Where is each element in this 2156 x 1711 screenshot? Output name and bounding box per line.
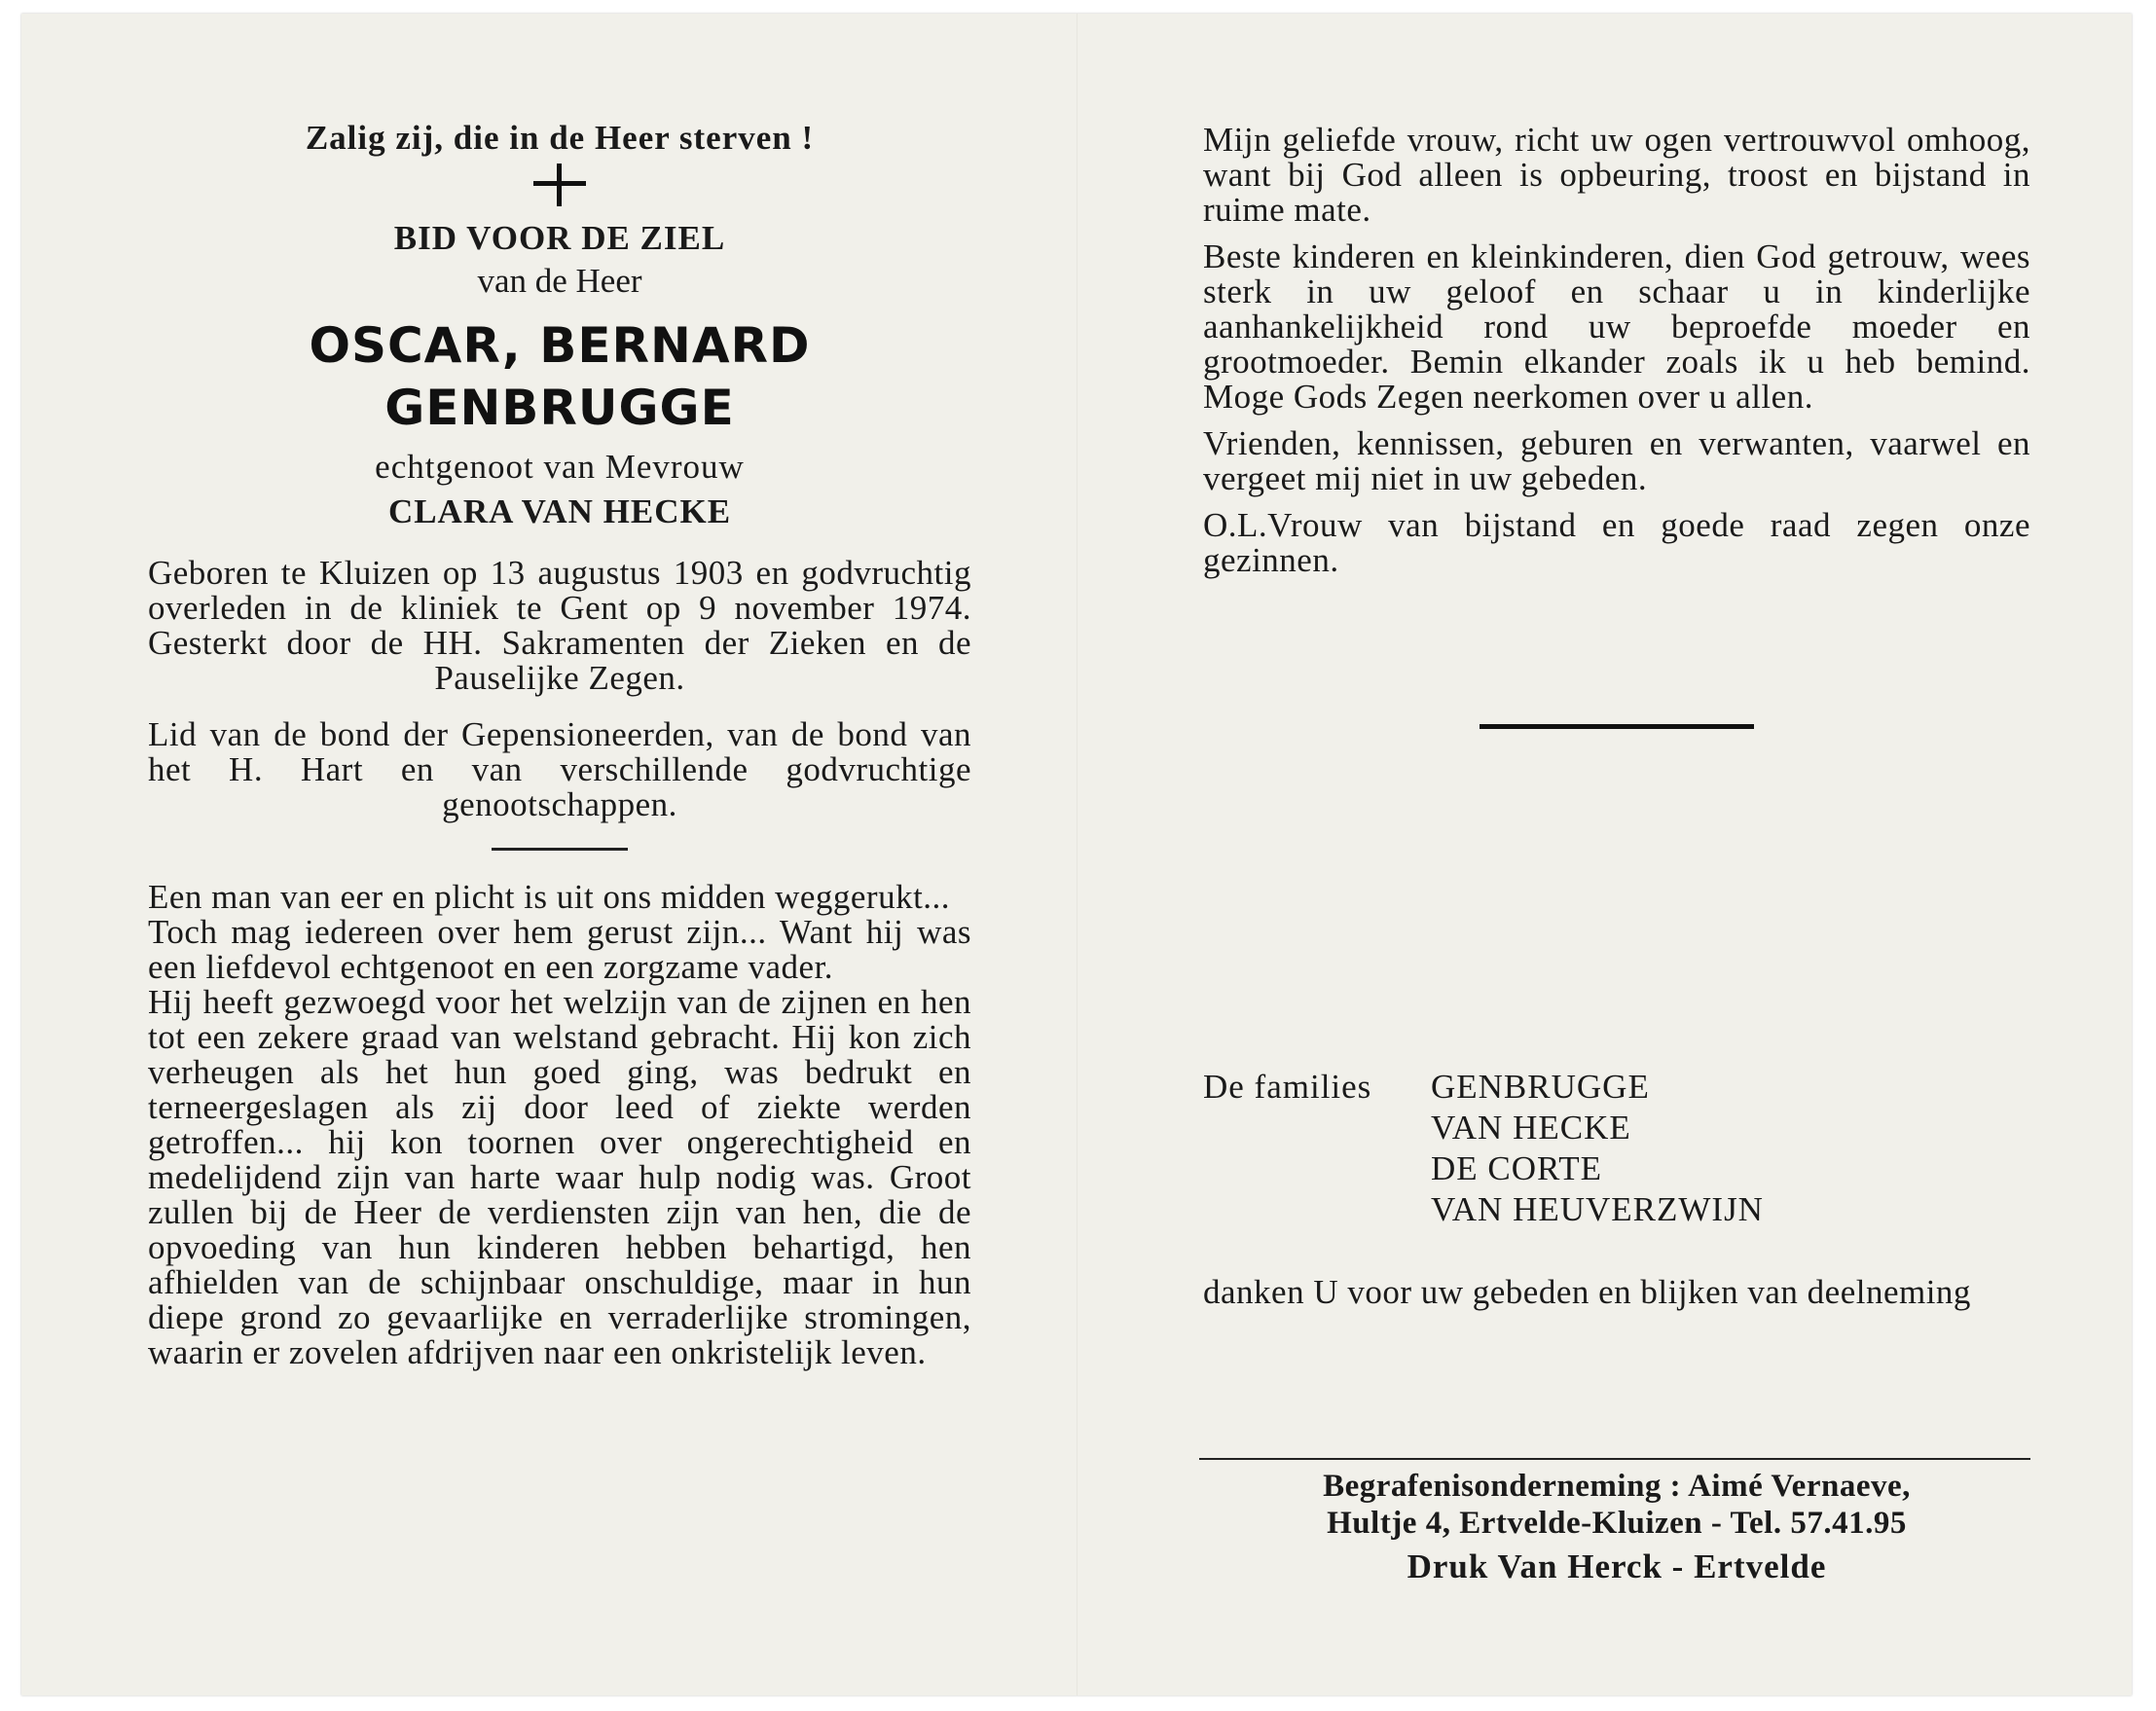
divider xyxy=(1480,724,1754,729)
families-block xyxy=(1203,1067,2030,1230)
left-panel xyxy=(148,117,971,1370)
farewell-friends: Vrienden, kennissen, geburen en verwanten, vaarwel en vergeet mij niet in uw gebeden. xyxy=(1203,424,2030,497)
card-fold xyxy=(1077,14,1078,1695)
spouse-name: CLARA VAN HECKE xyxy=(387,492,732,530)
tribute-text-3: Hij heeft gezwoegd voor het welzijn van de zijnen en hen tot een zekere graad van welstand gebracht. Hij kon zich verheugen als het hun goed ging, was bedrukt en terneergeslagen als zij door leed of ziekte werden getroffen... hij kon toornen over ongerechtigheid en medelijdend zijn van harte waar hulp nodig was. Groot zullen bij de Heer de verdiensten zijn van hen, die de opvoeding van hun kinderen hebben behartigd, hen afhielden van de schijnbaar onschuldige, maar in hun diepe grond zo gevaarlijke en verraderlijke stromingen, waarin er zovelen afdrijven naar een onkristelijk leven. xyxy=(148,983,971,1371)
thanks-text: danken U voor uw gebeden en blijken van deelneming xyxy=(1203,1273,1971,1311)
pray-line: BID VOOR DE ZIEL xyxy=(393,219,726,257)
undertaker-line1: Begrafenisonderneming : Aimé Vernaeve, xyxy=(1323,1469,1911,1504)
motto: Zalig zij, die in de Heer sterven ! xyxy=(305,119,815,157)
of-line: van de Heer xyxy=(477,262,642,300)
family-name: DE CORTE xyxy=(1431,1149,1603,1187)
latin-cross-icon xyxy=(148,164,971,211)
family-name: VAN HEUVERZWIJN xyxy=(1431,1190,1764,1228)
divider xyxy=(1199,1458,2030,1460)
deceased-name-line1: OSCAR, BERNARD xyxy=(309,317,811,374)
divider xyxy=(492,848,628,851)
membership-text: Lid van de bond der Gepensioneerden, van de bond van het H. Hart en van verschillende godvruchtige genootschappen. xyxy=(148,715,971,823)
farewell-children: Beste kinderen en kleinkinderen, dien God getrouw, wees sterk in uw geloof en schaar u in kinderlijke aanhankelijkheid rond uw beproefde moeder en grootmoeder. Bemin elkander zoals ik u heb bemind. Moge Gods Zegen neerkomen over u allen. xyxy=(1203,237,2030,416)
birth-death-text: Geboren te Kluizen op 13 augustus 1903 en godvruchtig overleden in de kliniek te Gent op 9 november 1974. Gesterkt door de HH. Sakramenten der Zieken en de Pauselijke Zegen. xyxy=(148,554,971,697)
deceased-name-line2: GENBRUGGE xyxy=(384,380,735,436)
family-name: VAN HECKE xyxy=(1431,1109,1631,1147)
families-lead: De families xyxy=(1203,1068,1372,1106)
tribute-text-1: Een man van eer en plicht is uit ons midden weggerukt... xyxy=(148,878,951,916)
undertaker-block xyxy=(1203,1468,2030,1542)
undertaker-line2: Hultje 4, Ertvelde-Kluizen - Tel. 57.41.95 xyxy=(1327,1506,1907,1541)
tribute-text-2: Toch mag iedereen over hem gerust zijn... Want hij was een liefdevol echtgenoot en een zorgzame vader. xyxy=(148,913,971,986)
right-panel xyxy=(1203,123,2030,729)
spouse-lead: echtgenoot van Mevrouw xyxy=(375,448,745,486)
prayer-line: O.L.Vrouw van bijstand en goede raad zegen onze gezinnen. xyxy=(1203,506,2030,579)
printer-line: Druk Van Herck - Ertvelde xyxy=(1407,1547,1827,1585)
farewell-wife: Mijn geliefde vrouw, richt uw ogen vertrouwvol omhoog, want bij God alleen is opbeuring, troost en bijstand in ruime mate. xyxy=(1203,121,2030,229)
family-name: GENBRUGGE xyxy=(1431,1068,1650,1106)
